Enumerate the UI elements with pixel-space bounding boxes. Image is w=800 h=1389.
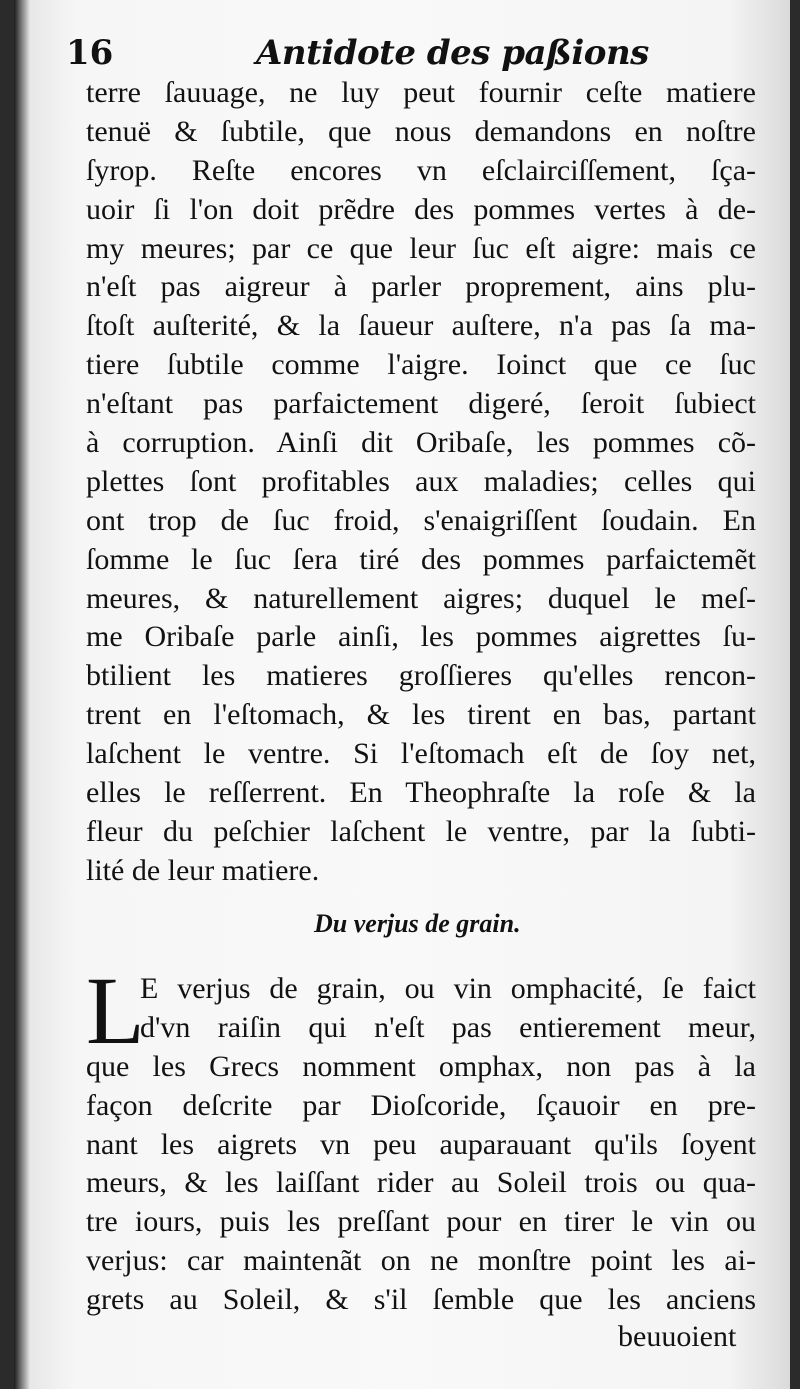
text-line: E verjus de grain, ou vin omphacité, ſe faict [140, 972, 756, 1005]
text-line: plettes ſont profitables aux maladies; celles qui [86, 464, 756, 498]
text-line: nant les aigrets vn peu auparauant qu'ils ſoyent [86, 1127, 756, 1161]
drop-cap: L [86, 957, 145, 1064]
text-line: ont trop de ſuc froid, s'enaigriſſent ſoudain. En [86, 503, 756, 537]
text-line: laſchent le ventre. Si l'eſtomach eſt de ſoy net, [86, 737, 756, 771]
text-line: n'eſt pas aigreur à parler proprement, ains plu- [86, 270, 756, 304]
text-line: tiere ſubtile comme l'aigre. Ioinct que ce ſuc [86, 348, 756, 382]
section-title: Du verjus de grain. [314, 909, 521, 938]
page-header [66, 30, 766, 76]
book-page [14, 0, 790, 1389]
text-line: à corruption. Ainſi dit Oribaſe, les pommes cõ- [86, 426, 756, 460]
text-line: fleur du peſchier laſchent le ventre, par la ſubti- [86, 814, 756, 848]
text-line: my meures; par ce que leur ſuc eſt aigre: mais ce [86, 231, 756, 265]
text-line: meures, & naturellement aigres; duquel le meſ- [86, 581, 756, 615]
text-line: n'eſtant pas parfaictement digeré, ſeroit ſubiect [86, 387, 756, 421]
text-line: ſomme le ſuc ſera tiré des pommes parfaictemẽt [86, 542, 756, 576]
page-number: 16 [66, 33, 114, 73]
text-line: ſtoſt auſterité, & la ſaueur auſtere, n'a pas ſa ma- [86, 309, 756, 343]
text-line: uoir ſi l'on doit prẽdre des pommes vertes à de- [86, 192, 756, 226]
text-line: tre iours, puis les preſſant pour en tirer le vin ou [86, 1205, 756, 1239]
text-line: me Oribaſe parle ainſi, les pommes aigrettes ſu- [86, 620, 756, 654]
text-line: que les Grecs nomment omphax, non pas à la [86, 1049, 756, 1083]
text-line: verjus: car maintenãt on ne monſtre point les ai- [86, 1244, 756, 1278]
paragraph-1 [86, 74, 756, 891]
running-title: Antidote des paßions [256, 33, 649, 73]
text-line: trent en l'eſtomach, & les tirent en bas, partant [86, 698, 756, 732]
text-line: d'vn raiſin qui n'eſt pas entierement meur, [140, 1010, 756, 1044]
text-line: elles le reſſerrent. En Theophraſte la roſe & la [86, 776, 756, 810]
text-line: grets au Soleil, & s'il ſemble que les anciens [86, 1283, 756, 1317]
text-line: ſyrop. Reſte encores vn eſclairciſſement, ſça- [86, 153, 756, 187]
text-line: btilient les matieres groſſieres qu'elles rencon- [86, 659, 756, 693]
paragraph-2 [86, 957, 756, 1320]
catchword: beuuoient [618, 1320, 737, 1353]
text-line: tenuë & ſubtile, que nous demandons en noſtre [86, 114, 756, 148]
text-line: lité de leur matiere. [86, 853, 320, 887]
binding-shadow [14, 0, 30, 1389]
text-line: terre ſauuage, ne luy peut fournir ceſte matiere [86, 76, 756, 109]
text-line: meurs, & les laiſſant rider au Soleil trois ou qua- [86, 1166, 756, 1200]
text-line: façon deſcrite par Dioſcoride, ſçauoir en pre- [86, 1088, 756, 1122]
